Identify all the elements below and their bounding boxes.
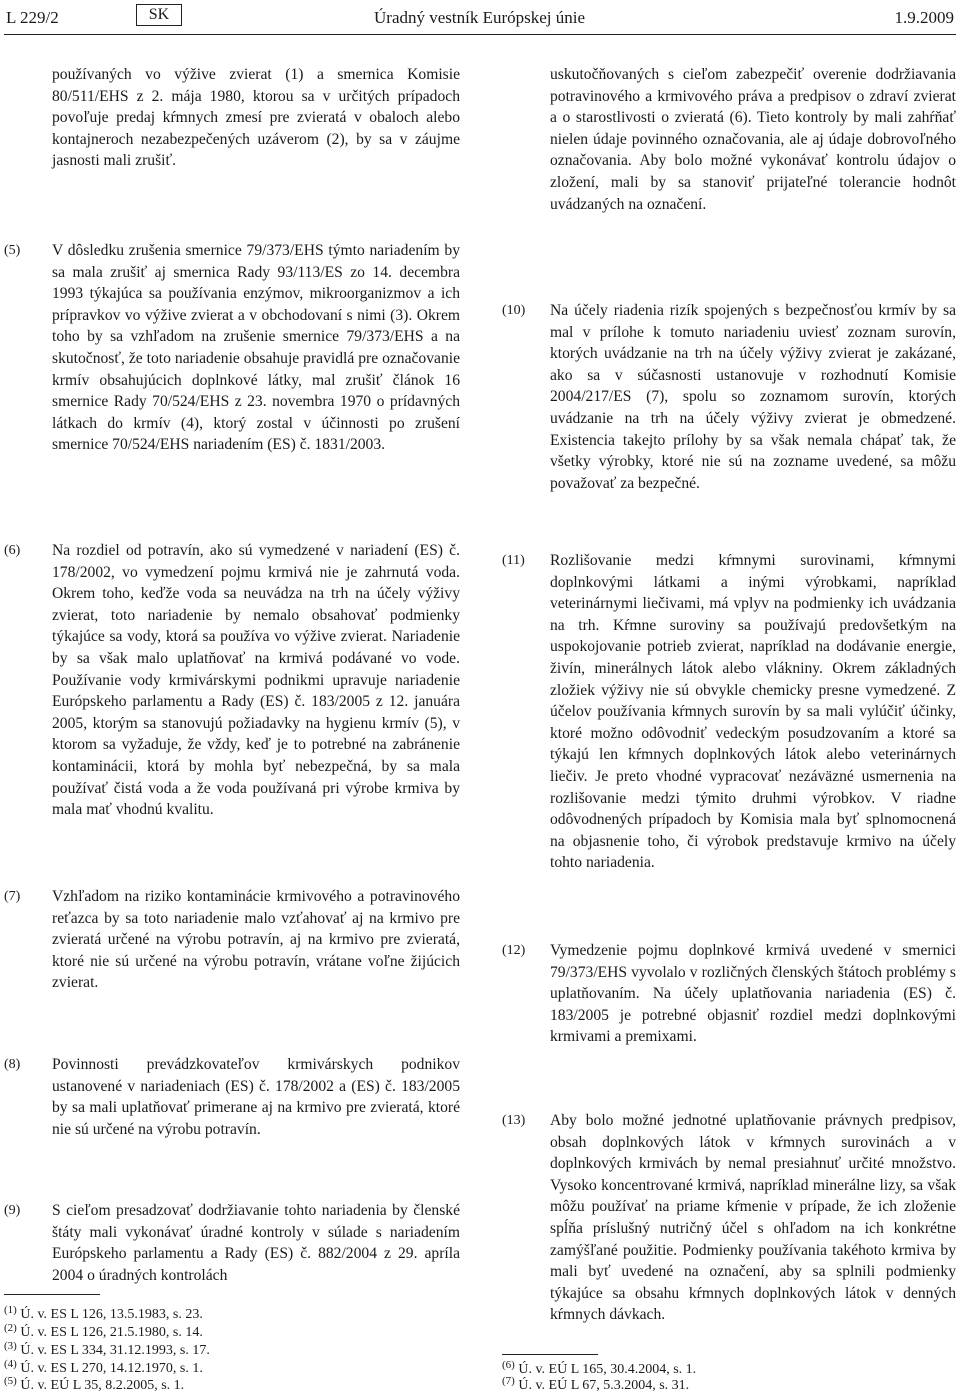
issue-date: 1.9.2009 <box>894 8 954 27</box>
footnote-ref: (2) <box>4 1322 17 1334</box>
recital-text: S cieľom presadzovať dodržiavanie tohto nariadenia by členské štáty mali vykonávať úradné kontroly v súlade s nariadením Európskeho parlamentu a Rady (ES) č. 882/2004 z 29. apríla 2004 o úradných kontrolách <box>52 1202 460 1284</box>
recital-text: Povinnosti prevádzkovateľov krmivárskych podnikov ustanovené v nariadeniach (ES) č. 178/2002 a (ES) č. 183/2005 by sa mali uplatňovať primerane aj na krmivo pre zvieratá, ktoré nie sú určené na výrobu potravín. <box>52 1056 460 1138</box>
footnote-ref: (6) <box>502 1359 515 1371</box>
page-number: L 229/2 <box>6 8 59 27</box>
recital-number: (7) <box>4 889 21 904</box>
footnote-ref: (4) <box>4 1358 17 1370</box>
footnote-ref: (5) <box>4 1375 17 1387</box>
footnote-text: Ú. v. ES L 126, 21.5.1980, s. 14. <box>20 1325 203 1340</box>
recital-number: (5) <box>4 243 21 258</box>
footnote-rule <box>502 1354 598 1355</box>
recital-number: (11) <box>502 553 525 568</box>
recital-number: (6) <box>4 543 21 558</box>
footnote-text: Ú. v. ES L 126, 13.5.1983, s. 23. <box>20 1307 203 1322</box>
recital-number: (9) <box>4 1203 21 1218</box>
footnote-ref: (7) <box>502 1375 515 1387</box>
footnote-text: Ú. v. ES L 334, 31.12.1993, s. 17. <box>20 1343 210 1358</box>
recital-text: V dôsledku zrušenia smernice 79/373/EHS týmto nariadením by sa mala zrušiť aj smernica Rady 93/113/ES zo 14. decembra 1993 týkajúca sa používania enzýmov, mikroorganizmov a ich prípravkov vo výžive zvierat a v obchodovaní s nimi (3). Okrem toho by sa vzhľadom na zrušenie smernice 79/373/EHS a na skutočnosť, že toto nariadenie obsahuje pravidlá pre označovanie krmív obsahujúcich doplnkové látky, mal zrušiť článok 16 smernice Rady 70/524/EHS z 23. novembra 1970 o prídavných látkach do krmív (4), ktorý zostal v účinnosti po zrušení smernice 70/524/EHS nariadením (ES) č. 1831/2003. <box>52 242 460 454</box>
footnote-text: Ú. v. EÚ L 35, 8.2.2005, s. 1. <box>20 1378 185 1393</box>
footnote <box>4 1373 184 1395</box>
language-badge: SK <box>136 4 182 26</box>
page-header <box>0 0 960 36</box>
journal-title: Úradný vestník Európskej únie <box>374 8 586 27</box>
recital-text: Rozlišovanie medzi kŕmnymi surovinami, kŕmnymi doplnkovými látkami a inými výrobkami, napríklad veterinárnymi liečivami, má vplyv na podmienky ich uvádzania na trh. Kŕmne suroviny sa používajú predovšetkým na uspokojovanie potrieb zvierat, napríklad na dodávanie energie, živín, minerálnych látok alebo vlákniny. Okrem základných zložiek výživy nie sú obvykle chemicky presne vymedzené. Z účelov používania kŕmnych surovín by sa mali vylúčiť účinky, ktoré možno odôvodniť vedeckým posudzovaním a ktoré sa týkajú len kŕmnych doplnkových látok alebo veterinárnych liečiv. Je preto vhodné vypracovať nezáväzné usmernenia na rozlišovanie medzi týmito druhmi výrobkov. V riadne odôvodnených prípadoch by Komisia mala byť splnomocnená na objasnenie toho, či výrobok predstavuje krmivo na účely tohto nariadenia. <box>550 552 956 872</box>
footnote-text: Ú. v. ES L 270, 14.12.1970, s. 1. <box>20 1361 203 1376</box>
recital-number: (13) <box>502 1113 526 1128</box>
recital-text: Aby bolo možné jednotné uplatňovanie právnych predpisov, obsah doplnkových látok v kŕmnych surovinách a v doplnkových krmivách by nemal presiahnuť určité množstvo. Vysoko koncentrované krmivá, napríklad minerálne lizy, sa však môžu používať na priame kŕmenie v prípade, že ich zloženie spĺňa príslušný nutričný účel s ohľadom na ich konkrétne zamýšľané použitie. Podmienky používania takéhoto krmiva by mali byť uvedené na označení, aby sa splnili podmienky týkajúce sa obsahu kŕmnych doplnkových látok v denných kŕmnych dávkach. <box>550 1112 956 1324</box>
recital-text: Na účely riadenia rizík spojených s bezpečnosťou krmív by sa mal v prílohe k tomuto nariadeniu uviesť zoznam surovín, ktorých uvádzanie na trh na účely výživy zvierat je zakázané, ako sa v súčasnosti ustanovuje v rozhodnutí Komisie 2004/217/ES (7), spolu so zoznamom surovín, ktorých uvádzanie na trh na účely výživy zvierat je obmedzené. Existencia takejto prílohy by sa však nemala chápať tak, že všetky výrobky, ktoré nie sú na zozname uvedené, sa môžu považovať za bezpečné. <box>550 302 956 492</box>
right-intro-text: uskutočňovaných s cieľom zabezpečiť overenie dodržiavania potravinového a krmivového práva a predpisov o zdraví zvierat a o starostlivosti o zvieratá (6). Tieto kontroly by mali zahŕňať nielen údaje povinného označovania, ale aj údaje dobrovoľného označovania. Aby bolo možné vykonávať kontrolu údajov o zložení, mali by sa stanoviť prijateľné tolerancie hodnôt uvádzaných na označení. <box>550 66 956 213</box>
recital-number: (10) <box>502 303 526 318</box>
footnote-ref: (1) <box>4 1304 17 1316</box>
header-rule <box>4 34 956 35</box>
footnote-rule <box>4 1294 100 1295</box>
recital-number: (12) <box>502 943 526 958</box>
recital-number: (8) <box>4 1057 21 1072</box>
footnote <box>502 1373 689 1395</box>
footnote-text: Ú. v. EÚ L 67, 5.3.2004, s. 31. <box>518 1378 690 1393</box>
recital-text: Vzhľadom na riziko kontaminácie krmivového a potravinového reťazca by sa toto nariadenie malo vzťahovať aj na krmivo pre zvieratá určené na výrobu potravín, aj na krmivo pre zvieratá, ktoré nie sú určené na výrobu potravín, vrátane voľne žijúcich zvierat. <box>52 888 460 992</box>
recital-text: Na rozdiel od potravín, ako sú vymedzené v nariadení (ES) č. 178/2002, vo vymedzení pojmu krmivá nie je zahrnutá voda. Okrem toho, keďže voda sa neuvádza na trh na účely výživy zvierat, toto nariadenie by nemalo obsahovať podmienky týkajúce sa vody, ktorá sa používa vo výžive zvierat. Nariadenie by sa však malo uplatňovať na krmivá podávané vo vode. Používanie vody krmivárskymi podnikmi upravuje nariadenie Európskeho parlamentu a Rady (ES) č. 183/2005 z 12. januára 2005, ktorým sa stanovujú požiadavky na hygienu krmív (5), v ktorom sa vyžaduje, že vždy, keď je to potrebné na zabránenie kontaminácii, ktorá by mohla byť nebezpečná, by sa mala používať čistá voda a že voda používaná pri výrobe krmiva by mala mať vhodnú kvalitu. <box>52 542 460 819</box>
footnote-ref: (3) <box>4 1340 17 1352</box>
left-intro-text: používaných vo výžive zvierat (1) a smernica Komisie 80/511/EHS z 2. mája 1980, ktorou sa v určitých prípadoch povoľuje predaj kŕmnych zmesí pre zvieratá v obaloch alebo kontajneroch nezabezpečených uzáverom (2), by sa v záujme jasnosti mali zrušiť. <box>52 66 460 170</box>
recital-text: Vymedzenie pojmu doplnkové krmivá uvedené v smernici 79/373/EHS vyvolalo v rozličných členských štátoch problémy s uplatňovaním. Na účely uplatňovania nariadenia (ES) č. 183/2005 je potrebné objasniť rozdiel medzi doplnkovými krmivami a premixami. <box>550 942 956 1046</box>
footnote-text: Ú. v. EÚ L 165, 30.4.2004, s. 1. <box>518 1362 697 1377</box>
